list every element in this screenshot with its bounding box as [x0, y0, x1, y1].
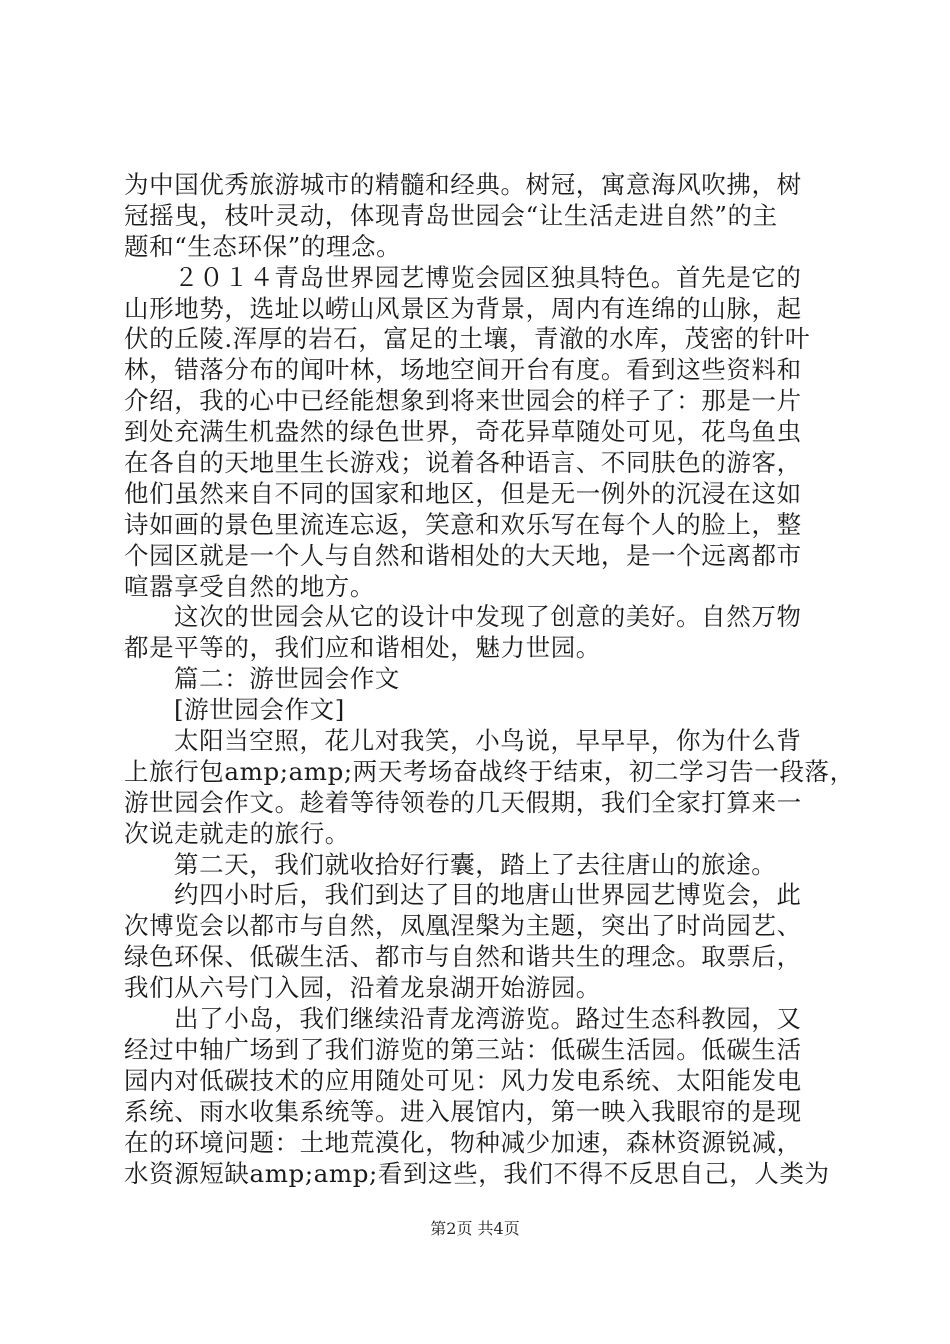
page-footer: 第2页 共4页: [430, 1219, 520, 1238]
text-line: 诗如画的景色里流连忘返，笑意和欢乐写在每个人的脸上，整: [124, 509, 802, 539]
text-line: 约四小时后，我们到达了目的地唐山世界园艺博览会，此: [174, 880, 802, 910]
text-line: 太阳当空照，花儿对我笑，小鸟说，早早早，你为什么背: [174, 726, 802, 756]
text-line: 山形地势，选址以崂山风景区为背景，周内有连绵的山脉，起: [124, 293, 802, 323]
text-line: [游世园会作文]: [174, 695, 345, 725]
text-line: 在的环境问题：土地荒漠化，物种减少加速，森林资源锐减，: [124, 1127, 802, 1157]
text-line: 第二天，我们就收拾好行囊，踏上了去往唐山的旅途。: [174, 849, 777, 879]
text-line: 他们虽然来自不同的国家和地区，但是无一例外的沉浸在这如: [124, 478, 802, 508]
text-line: 篇二：游世园会作文: [174, 664, 400, 694]
text-line: 到处充满生机盎然的绿色世界，奇花异草随处可见，花鸟鱼虫: [124, 417, 802, 447]
text-line: 系统、雨水收集系统等。进入展馆内，第一映入我眼帘的是现: [124, 1096, 802, 1126]
body-text: [124, 170, 855, 1189]
text-line: 都是平等的，我们应和谐相处，魅力世园。: [124, 633, 601, 663]
text-line: 次博览会以都市与自然，凤凰涅槃为主题，突出了时尚园艺、: [124, 911, 802, 941]
text-line: 个园区就是一个人与自然和谐相处的大天地，是一个远离都市: [124, 540, 802, 570]
text-line: 我们从六号门入园，沿着龙泉湖开始游园。: [124, 973, 601, 1003]
text-line: 为中国优秀旅游城市的精髓和经典。树冠，寓意海风吹拂，树: [124, 170, 802, 199]
text-line: 园内对低碳技术的应用随处可见：风力发电系统、太阳能发电: [124, 1065, 802, 1095]
text-line: 这次的世园会从它的设计中发现了创意的美好。自然万物: [174, 602, 802, 632]
text-line: 次说走就走的旅行。: [124, 818, 350, 848]
text-line: 上旅行包amp;amp;两天考场奋战终于结束，初二学习告一段落，: [124, 756, 855, 786]
text-line: 喧嚣享受自然的地方。: [124, 571, 375, 601]
text-line: ２０１４青岛世界园艺博览会园区独具特色。首先是它的: [174, 262, 802, 292]
text-line: 经过中轴广场到了我们游览的第三站：低碳生活园。低碳生活: [124, 1034, 802, 1064]
text-line: 冠摇曳，枝叶灵动，体现青岛世园会“让生活走进自然”的主: [124, 200, 778, 230]
text-line: 林，错落分布的闻叶林，场地空间开台有度。看到这些资料和: [124, 355, 802, 385]
text-line: 题和“生态环保”的理念。: [124, 231, 402, 261]
text-line: 伏的丘陵.浑厚的岩石，富足的土壤，青澈的水库，茂密的针叶: [124, 324, 811, 354]
text-line: 游世园会作文。趁着等待领卷的几天假期，我们全家打算来一: [124, 787, 802, 817]
text-line: 在各自的天地里生长游戏；说着各种语言、不同肤色的游客，: [124, 448, 802, 478]
text-line: 介绍，我的心中已经能想象到将来世园会的样子了：那是一片: [124, 386, 802, 416]
text-line: 水资源短缺amp;amp;看到这些，我们不得不反思自己，人类为: [124, 1158, 830, 1188]
text-line: 出了小岛，我们继续沿青龙湾游览。路过生态科教园，又: [174, 1004, 802, 1034]
text-line: 绿色环保、低碳生活、都市与自然和谐共生的理念。取票后，: [124, 942, 802, 972]
